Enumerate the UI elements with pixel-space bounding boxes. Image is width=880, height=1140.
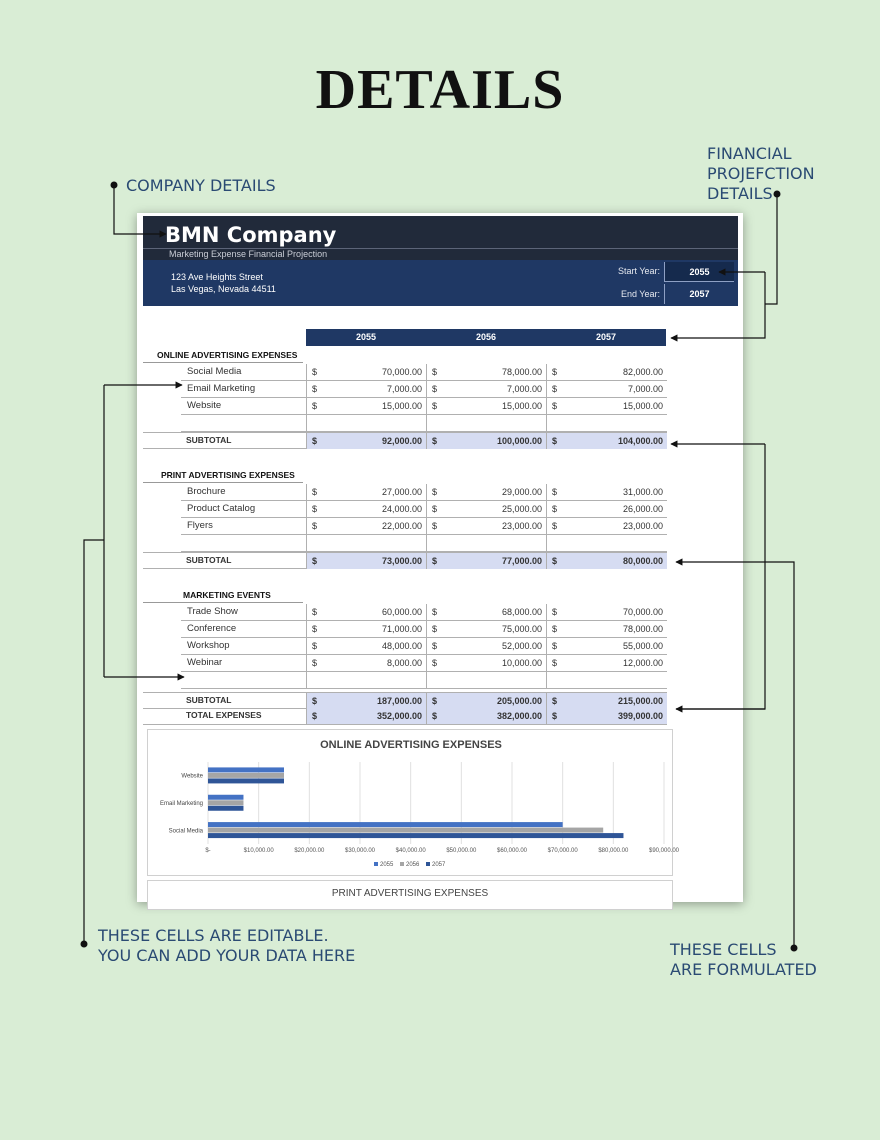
empty-cell[interactable] <box>546 672 667 688</box>
value-cell[interactable] <box>306 518 426 534</box>
print-advertising-chart <box>147 880 673 910</box>
value-amount[interactable]: 48,000.00 <box>381 641 422 651</box>
currency-symbol: $ <box>552 624 558 634</box>
currency-symbol: $ <box>432 696 438 706</box>
row-label[interactable]: Brochure <box>187 486 226 497</box>
value-cell <box>546 708 667 724</box>
legend-label: 2057 <box>432 862 446 868</box>
currency-symbol: $ <box>432 521 438 531</box>
value-amount[interactable]: 12,000.00 <box>622 658 663 668</box>
currency-symbol: $ <box>312 641 318 651</box>
value-amount: 73,000.00 <box>381 556 422 566</box>
value-amount[interactable]: 7,000.00 <box>506 384 542 394</box>
table-row <box>181 638 667 655</box>
value-cell[interactable] <box>546 364 667 380</box>
currency-symbol: $ <box>312 436 318 446</box>
bar <box>208 795 243 800</box>
value-amount[interactable]: 52,000.00 <box>501 641 542 651</box>
subtotal-label: SUBTOTAL <box>186 695 232 705</box>
currency-symbol: $ <box>432 367 438 377</box>
callout-company-details: COMPANY DETAILS <box>126 176 276 195</box>
online-advertising-chart <box>147 729 680 876</box>
table-row <box>181 484 667 501</box>
value-cell <box>306 433 426 449</box>
value-cell[interactable] <box>546 501 667 517</box>
currency-symbol: $ <box>432 384 438 394</box>
value-amount[interactable]: 15,000.00 <box>381 401 422 411</box>
table-row <box>181 518 667 535</box>
value-amount: 104,000.00 <box>617 436 663 446</box>
currency-symbol: $ <box>552 401 558 411</box>
empty-cell[interactable] <box>426 672 546 688</box>
x-tick-label: $70,000.00 <box>547 848 578 854</box>
row-label[interactable]: Product Catalog <box>187 503 256 514</box>
value-cell[interactable] <box>306 604 426 620</box>
section-title: MARKETING EVENTS <box>183 590 271 600</box>
value-cell[interactable] <box>306 364 426 380</box>
subtotal-row <box>143 432 667 449</box>
value-cell <box>546 693 667 709</box>
value-cell <box>306 708 426 724</box>
callout-formulated-cells: THESE CELLS ARE FORMULATED <box>670 940 817 979</box>
value-cell[interactable] <box>546 381 667 397</box>
value-cell[interactable] <box>306 655 426 671</box>
start-year-label: Start Year: <box>617 266 660 276</box>
table-row <box>181 364 667 381</box>
empty-row <box>181 415 667 432</box>
value-amount[interactable]: 23,000.00 <box>501 521 542 531</box>
value-cell <box>426 433 546 449</box>
bar <box>208 822 563 827</box>
table-row <box>181 501 667 518</box>
value-cell[interactable] <box>306 381 426 397</box>
value-amount: 100,000.00 <box>496 436 542 446</box>
section-title: PRINT ADVERTISING EXPENSES <box>161 470 295 480</box>
value-amount[interactable]: 26,000.00 <box>622 504 663 514</box>
total-expenses-row <box>143 708 667 725</box>
empty-cell[interactable] <box>306 535 426 551</box>
value-amount[interactable]: 78,000.00 <box>622 624 663 634</box>
value-amount[interactable]: 15,000.00 <box>501 401 542 411</box>
value-amount[interactable]: 60,000.00 <box>381 607 422 617</box>
currency-symbol: $ <box>552 487 558 497</box>
currency-symbol: $ <box>432 711 438 721</box>
value-amount: 205,000.00 <box>496 696 542 706</box>
value-cell[interactable] <box>546 518 667 534</box>
legend-swatch <box>426 862 430 866</box>
bar <box>208 778 284 783</box>
currency-symbol: $ <box>432 487 438 497</box>
end-year-cell: 2057 <box>664 284 734 304</box>
currency-symbol: $ <box>432 607 438 617</box>
value-cell[interactable] <box>306 398 426 414</box>
currency-symbol: $ <box>552 658 558 668</box>
value-cell[interactable] <box>306 501 426 517</box>
value-amount[interactable]: 70,000.00 <box>381 367 422 377</box>
legend-label: 2055 <box>380 862 394 868</box>
value-cell[interactable] <box>426 621 546 637</box>
subtotal-row <box>143 552 667 569</box>
value-amount[interactable]: 7,000.00 <box>386 384 422 394</box>
print-chart-title: PRINT ADVERTISING EXPENSES <box>331 888 489 899</box>
value-cell[interactable] <box>426 655 546 671</box>
currency-symbol: $ <box>312 521 318 531</box>
value-cell <box>546 433 667 449</box>
bar <box>208 806 243 811</box>
row-label[interactable]: Workshop <box>187 640 230 651</box>
value-amount[interactable]: 82,000.00 <box>622 367 663 377</box>
subtotal-row <box>143 692 667 709</box>
start-year-cell[interactable]: 2055 <box>664 262 734 282</box>
callout-financial-details: FINANCIAL PROJEFCTION DETAILS <box>707 144 815 203</box>
value-amount: 187,000.00 <box>376 696 422 706</box>
x-tick-label: $90,000.00 <box>648 848 680 854</box>
sheet-subtitle: Marketing Expense Financial Projection <box>169 249 328 259</box>
row-label[interactable]: Conference <box>187 623 237 634</box>
x-tick-label: $40,000.00 <box>395 848 426 854</box>
bullet-dot-editable <box>81 941 88 948</box>
empty-cell[interactable] <box>306 672 426 688</box>
currency-symbol: $ <box>552 641 558 651</box>
currency-symbol: $ <box>552 521 558 531</box>
value-cell[interactable] <box>546 655 667 671</box>
category-label: Social Media <box>168 828 203 835</box>
x-tick-label: $20,000.00 <box>294 848 325 854</box>
currency-symbol: $ <box>312 711 318 721</box>
currency-symbol: $ <box>552 607 558 617</box>
legend-label: 2056 <box>406 862 420 868</box>
currency-symbol: $ <box>312 401 318 411</box>
empty-row <box>181 535 667 552</box>
category-label: Email Marketing <box>159 801 203 807</box>
value-amount[interactable]: 25,000.00 <box>501 504 542 514</box>
currency-symbol: $ <box>312 384 318 394</box>
spreadsheet-preview <box>137 213 743 902</box>
x-tick-label: $60,000.00 <box>496 848 528 854</box>
connector-editable <box>84 540 104 944</box>
bar <box>208 833 623 838</box>
table-row <box>181 604 667 621</box>
table-row <box>181 655 667 672</box>
legend-swatch <box>400 862 404 866</box>
end-year-label: End Year: <box>620 289 660 299</box>
bar <box>208 828 603 833</box>
currency-symbol: $ <box>312 658 318 668</box>
currency-symbol: $ <box>552 367 558 377</box>
currency-symbol: $ <box>552 556 558 566</box>
value-cell <box>426 693 546 709</box>
bar <box>208 773 284 778</box>
legend-swatch <box>374 862 378 866</box>
currency-symbol: $ <box>552 436 558 446</box>
value-cell[interactable] <box>306 621 426 637</box>
value-amount[interactable]: 22,000.00 <box>381 521 422 531</box>
currency-symbol: $ <box>432 436 438 446</box>
row-label[interactable]: Trade Show <box>187 606 238 617</box>
empty-row <box>181 672 667 689</box>
subtotal-label: SUBTOTAL <box>186 555 232 565</box>
value-cell[interactable] <box>546 604 667 620</box>
details-header <box>143 260 738 306</box>
currency-symbol: $ <box>312 487 318 497</box>
empty-cell[interactable] <box>426 535 546 551</box>
category-label: Website <box>181 773 203 780</box>
row-label[interactable]: Flyers <box>187 520 213 531</box>
callout-editable-cells: THESE CELLS ARE EDITABLE. YOU CAN ADD YOUR DATA HERE <box>98 926 356 965</box>
value-cell[interactable] <box>426 364 546 380</box>
row-label[interactable]: Social Media <box>187 366 242 377</box>
value-amount: 352,000.00 <box>376 711 422 721</box>
value-cell[interactable] <box>426 604 546 620</box>
table-row <box>181 398 667 415</box>
section-rule <box>143 602 303 603</box>
value-amount[interactable]: 71,000.00 <box>381 624 422 634</box>
value-cell[interactable] <box>306 484 426 500</box>
currency-symbol: $ <box>432 504 438 514</box>
value-cell[interactable] <box>426 518 546 534</box>
page-title: DETAILS <box>315 59 565 121</box>
currency-symbol: $ <box>312 556 318 566</box>
bar <box>208 767 284 772</box>
value-amount: 399,000.00 <box>617 711 663 721</box>
value-amount[interactable]: 10,000.00 <box>501 658 542 668</box>
section-title: ONLINE ADVERTISING EXPENSES <box>157 350 298 360</box>
empty-cell[interactable] <box>546 535 667 551</box>
currency-symbol: $ <box>312 504 318 514</box>
x-tick-label: $50,000.00 <box>446 848 477 854</box>
x-tick-label: $80,000.00 <box>598 848 629 854</box>
currency-symbol: $ <box>552 384 558 394</box>
currency-symbol: $ <box>432 556 438 566</box>
value-cell[interactable] <box>546 638 667 654</box>
connector-financial <box>765 194 777 304</box>
row-label[interactable]: Email Marketing <box>187 383 256 394</box>
value-cell[interactable] <box>426 381 546 397</box>
empty-cell[interactable] <box>426 415 546 431</box>
value-amount: 77,000.00 <box>501 556 542 566</box>
currency-symbol: $ <box>552 696 558 706</box>
value-amount: 80,000.00 <box>622 556 663 566</box>
value-amount: 92,000.00 <box>381 436 422 446</box>
currency-symbol: $ <box>432 624 438 634</box>
year-header-row <box>306 329 666 346</box>
chart-title: ONLINE ADVERTISING EXPENSES <box>320 739 502 751</box>
table-row <box>181 381 667 398</box>
bar <box>208 800 243 805</box>
x-tick-label: $- <box>205 848 211 854</box>
currency-symbol: $ <box>552 504 558 514</box>
currency-symbol: $ <box>312 607 318 617</box>
value-cell <box>306 693 426 709</box>
currency-symbol: $ <box>552 711 558 721</box>
table-row <box>181 621 667 638</box>
value-amount[interactable]: 23,000.00 <box>622 521 663 531</box>
subtotal-label: SUBTOTAL <box>186 435 232 445</box>
value-cell[interactable] <box>546 621 667 637</box>
value-amount[interactable]: 55,000.00 <box>622 641 663 651</box>
address-line-1[interactable]: 123 Ave Heights Street <box>171 272 263 282</box>
value-amount[interactable]: 31,000.00 <box>622 487 663 497</box>
value-amount: 215,000.00 <box>617 696 663 706</box>
currency-symbol: $ <box>312 624 318 634</box>
value-amount[interactable]: 68,000.00 <box>501 607 542 617</box>
currency-symbol: $ <box>312 367 318 377</box>
value-amount[interactable]: 70,000.00 <box>622 607 663 617</box>
row-label[interactable]: Website <box>187 400 222 411</box>
bullet-dot-company <box>111 182 118 189</box>
empty-cell[interactable] <box>546 415 667 431</box>
value-amount[interactable]: 29,000.00 <box>501 487 542 497</box>
value-cell[interactable] <box>426 398 546 414</box>
section-rule <box>143 362 303 363</box>
value-amount[interactable]: 24,000.00 <box>381 504 422 514</box>
value-amount: 382,000.00 <box>496 711 542 721</box>
currency-symbol: $ <box>432 658 438 668</box>
address-line-2[interactable]: Las Vegas, Nevada 44511 <box>171 284 276 294</box>
value-cell <box>306 553 426 569</box>
year-header-2056: 2056 <box>475 332 497 342</box>
value-amount[interactable]: 27,000.00 <box>381 487 422 497</box>
online-advertising-chart-svg <box>148 730 680 877</box>
value-cell <box>426 553 546 569</box>
value-cell <box>546 553 667 569</box>
value-amount[interactable]: 7,000.00 <box>627 384 663 394</box>
value-cell[interactable] <box>426 638 546 654</box>
year-header-2057: 2057 <box>595 332 617 342</box>
value-cell[interactable] <box>426 501 546 517</box>
value-cell[interactable] <box>546 484 667 500</box>
year-header-2055: 2055 <box>355 332 377 342</box>
currency-symbol: $ <box>312 696 318 706</box>
value-amount[interactable]: 75,000.00 <box>501 624 542 634</box>
value-cell <box>426 708 546 724</box>
value-amount[interactable]: 8,000.00 <box>386 658 422 668</box>
x-tick-label: $30,000.00 <box>344 848 376 854</box>
subtitle-band <box>143 248 738 260</box>
value-cell[interactable] <box>426 484 546 500</box>
currency-symbol: $ <box>432 641 438 651</box>
x-tick-label: $10,000.00 <box>243 848 274 854</box>
currency-symbol: $ <box>432 401 438 411</box>
row-label[interactable]: Webinar <box>187 657 223 668</box>
value-amount[interactable]: 78,000.00 <box>501 367 542 377</box>
value-cell[interactable] <box>546 398 667 414</box>
total-label: TOTAL EXPENSES <box>186 710 262 720</box>
value-cell[interactable] <box>306 638 426 654</box>
company-name[interactable]: BMN Company <box>165 223 337 247</box>
section-rule <box>143 482 303 483</box>
empty-cell[interactable] <box>306 415 426 431</box>
value-amount[interactable]: 15,000.00 <box>622 401 663 411</box>
